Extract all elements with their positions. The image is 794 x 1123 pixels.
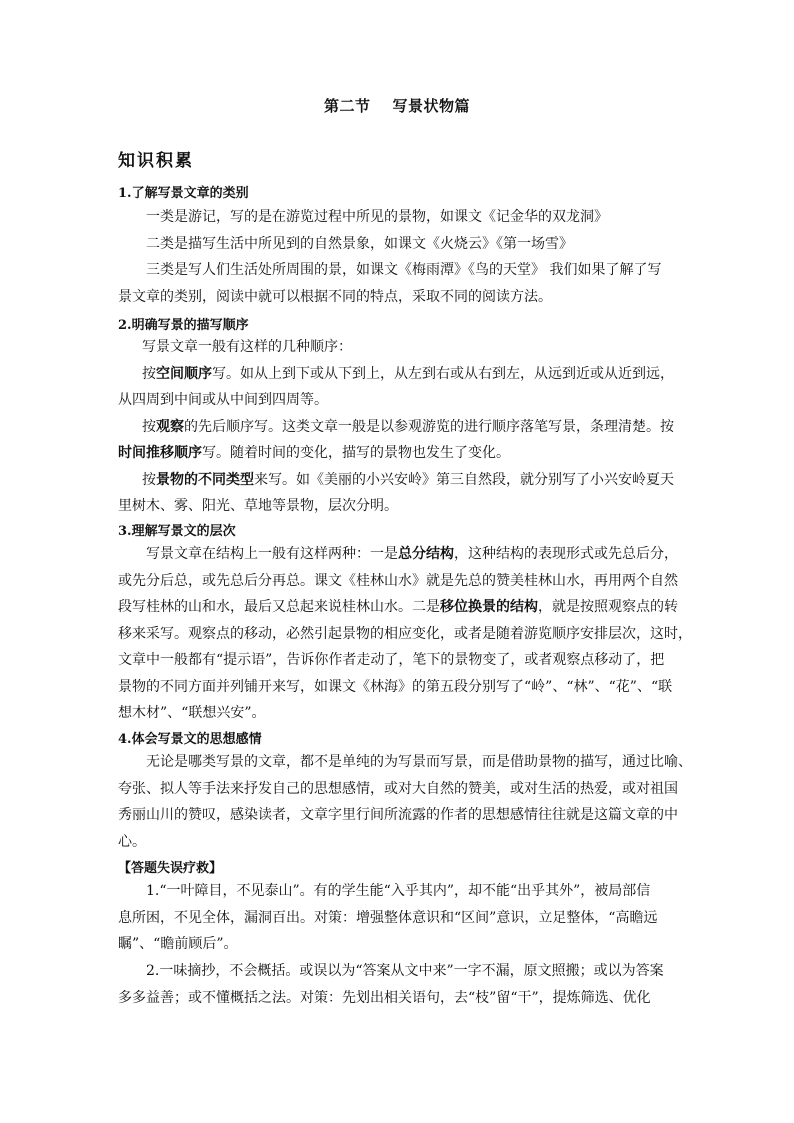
paragraph-line: 或先分后总，或先总后分再总。课文《桂林山水》就是先总的赞美桂林山水，再用两个自然 [118,572,678,589]
paragraph-line: 从四周到中间或从中间到四周等。 [118,392,328,408]
emphasis-text: 空间顺序 [156,365,212,382]
text-run: 的先后顺序写。这类文章一般是以参观游览的进行顺序落笔写景，条理清楚。按 [184,418,674,435]
text-run: ，这种结构的表现形式或先总后分， [454,546,678,562]
paragraph-line [118,414,678,441]
paragraph-line: 息所困，不见全体，漏洞百出。对策：增强整体意识和“区间”意识，立足整体，“高瞻远 [118,909,658,926]
paragraph-line: 无论是哪类写景的文章，都不是单纯的为写景而写景，而是借助景物的描写，通过比喻、 [146,754,692,770]
title-section-number: 第二节 [323,97,371,115]
section-heading-knowledge: 知识积累 [118,151,194,171]
emphasis-text: 时间推移顺序 [118,445,202,461]
paragraph-line: 二类是描写生活中所见到的自然景象，如课文《火烧云》《第一场雪》 [146,235,573,252]
section-4-body [118,749,692,855]
paragraph-line: 景文章的类别，阅读中就可以根据不同的特点，采取不同的阅读方法。 [118,288,552,305]
paragraph-line: 心。 [118,833,146,850]
emphasis-text: 景物的不同类型 [156,471,254,488]
paragraph-line: 景物的不同方面并列铺开来写，如课文《林海》的第五段分别写了“岭”、“林”、“花”、“联 [118,678,673,695]
paragraph-line: 移来采写。观察点的移动，必然引起景物的相应变化，或者是随着游览顺序安排层次，这时， [118,625,692,642]
text-run: ，就是按照观察点的转 [538,599,678,615]
paragraph-line: 1.“一叶障目，不见泰山”。有的学生能“入乎其内”，却不能“出乎其外”，被局部信 [146,883,651,899]
heading-4: 4.体会写景文的思想感情 [118,732,262,747]
paragraph-line: 文章中一般都有“提示语”，告诉你作者走动了，笔下的景物变了，或者观察点移动了，把 [118,652,665,668]
heading-2: 2.明确写景的描写顺序 [118,318,249,333]
text-run: 按 [142,471,156,488]
section-2-body [118,334,678,520]
text-run: 写景文章在结构上一般有这样两种：一是 [146,546,398,562]
heading-1: 1.了解写景文章的类别 [118,186,249,201]
paragraph-line: 多多益善；或不懂概括之法。对策：先划出相关语句，去“枝”留“干”，提炼筛选、优化 [118,989,651,1006]
heading-answer-mistakes: 【答题失误疗救】 [118,861,223,876]
text-run: 按 [142,418,156,435]
paragraph-line: 三类是写人们生活处所周围的景，如课文《梅雨潭》《鸟的天堂》 我们如果了解了写 [146,262,662,278]
paragraph-line: 2.一味摘抄，不会概括。或误以为“答案从文中来”一字不漏，原文照搬；或以为答案 [146,963,664,979]
paragraph-line: 想木材”、“联想兴安”。 [118,705,266,721]
emphasis-text: 观察 [156,418,184,435]
section-3-body [118,541,692,727]
title-text: 写景状物篇 [392,97,471,115]
paragraph-line [118,361,678,388]
emphasis-text: 移位换景的结构 [440,599,538,615]
paragraph-line [118,467,678,494]
paragraph-line [118,541,678,568]
section-1-body [118,204,678,310]
section-5-item-1 [118,878,678,958]
paragraph-line: 夸张、拟人等手法来抒发自己的思想感情，或对大自然的赞美，或对生活的热爱，或对祖国 [118,780,678,797]
paragraph-line: 秀丽山川的赞叹，感染读者，文章字里行间所流露的作者的思想感情往往就是这篇文章的中 [118,807,678,823]
emphasis-text: 总分结构 [398,546,454,562]
paragraph-line [118,594,678,621]
paragraph-line: 写景文章一般有这样的几种顺序： [142,339,352,355]
section-5-item-2 [118,958,678,1011]
text-run: 按 [142,365,156,382]
text-run: 段写桂林的山和水，最后又总起来说桂林山水。二是 [118,599,440,615]
paragraph-line: 瞩”、“瞻前顾后”。 [118,936,238,952]
paragraph-line [118,440,678,467]
page-title [0,95,794,116]
text-run: 来写。如《美丽的小兴安岭》第三自然段，就分别写了小兴安岭夏天 [254,471,674,488]
heading-3: 3.理解写景文的层次 [118,524,236,539]
paragraph-line: 里树木、雾、阳光、草地等景物，层次分明。 [118,498,398,514]
text-run: 写。随着时间的变化，描写的景物也发生了变化。 [202,445,510,461]
text-run: 写。如从上到下或从下到上，从左到右或从右到左，从远到近或从近到远， [212,365,674,382]
paragraph-line: 一类是游记，写的是在游览过程中所见的景物，如课文《记金华的双龙洞》 [146,209,608,225]
